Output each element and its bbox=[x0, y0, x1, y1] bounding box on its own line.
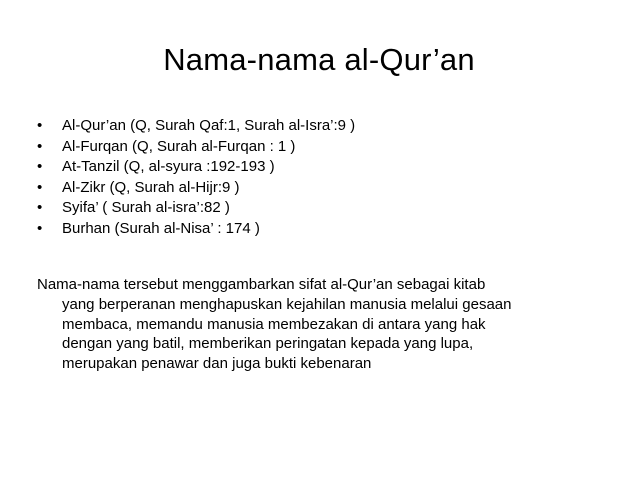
list-item-text: Al-Qur’an (Q, Surah Qaf:1, Surah al-Isra’:9 ) bbox=[62, 117, 356, 134]
bullet-icon: • bbox=[37, 178, 43, 196]
description-paragraph bbox=[37, 275, 609, 374]
paragraph-line: Nama-nama tersebut menggambarkan sifat al-Qur’an sebagai kitab bbox=[37, 276, 486, 293]
list-item bbox=[37, 198, 617, 219]
list-item bbox=[37, 137, 617, 158]
bullet-icon: • bbox=[37, 117, 43, 134]
list-item-text: At-Tanzil (Q, al-syura :192-193 ) bbox=[62, 158, 275, 176]
list-item-text: Burhan (Surah al-Nisa’ : 174 ) bbox=[62, 219, 260, 237]
names-list bbox=[37, 116, 617, 240]
list-item-text: Al-Zikr (Q, Surah al-Hijr:9 ) bbox=[62, 178, 240, 196]
list-item bbox=[37, 116, 617, 137]
list-item-text: Al-Furqan (Q, Surah al-Furqan : 1 ) bbox=[62, 137, 296, 155]
bullet-icon: • bbox=[37, 137, 43, 155]
list-item-text: Syifa’ ( Surah al-isra’:82 ) bbox=[62, 199, 230, 217]
bullet-icon: • bbox=[37, 199, 43, 217]
list-item bbox=[37, 219, 617, 240]
list-item bbox=[37, 157, 617, 178]
bullet-icon: • bbox=[37, 158, 43, 176]
paragraph-line: merupakan penawar dan juga bukti kebenaran bbox=[62, 355, 372, 373]
slide-title: Nama-nama al-Qur’an bbox=[163, 42, 475, 77]
paragraph-line: yang berperanan menghapuskan kejahilan manusia melalui gesaan bbox=[62, 295, 512, 313]
paragraph-line: dengan yang batil, memberikan peringatan kepada yang lupa, bbox=[62, 335, 474, 353]
bullet-icon: • bbox=[37, 219, 43, 237]
paragraph-line: membaca, memandu manusia membezakan di antara yang hak bbox=[62, 315, 486, 333]
list-item bbox=[37, 178, 617, 199]
